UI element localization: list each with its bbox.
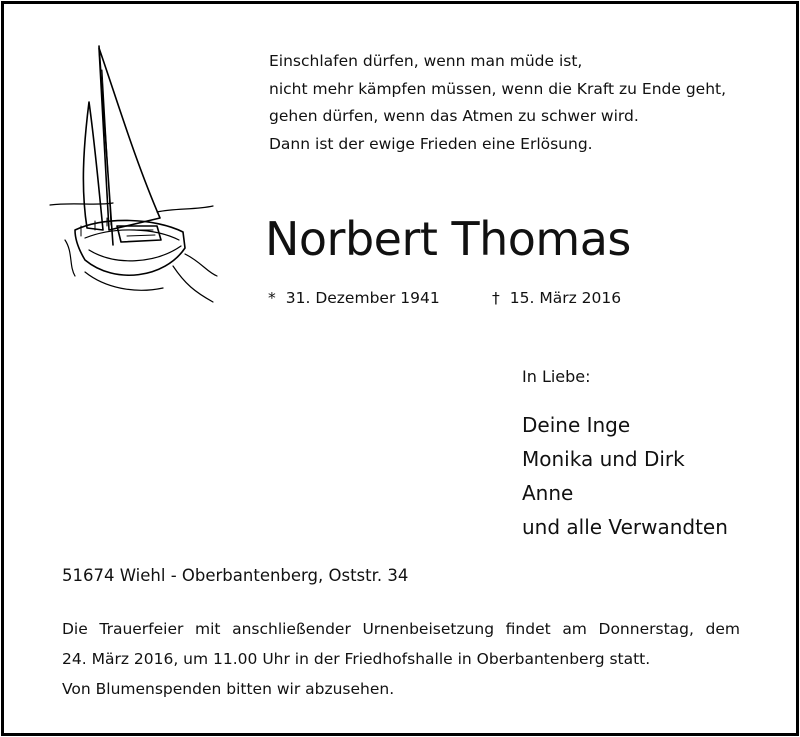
birth-date: 31. Dezember 1941 [285, 289, 440, 307]
poem-line: nicht mehr kämpfen müssen, wenn die Kraft zu Ende geht, [269, 79, 727, 98]
memorial-poem [269, 48, 726, 158]
death-date-line [492, 289, 621, 307]
mourners-list [522, 408, 728, 544]
family-address: 51674 Wiehl - Oberbantenberg, Oststr. 34 [62, 566, 409, 585]
deceased-name: Norbert Thomas [265, 212, 631, 266]
mourner-name: Deine Inge [522, 413, 631, 437]
birth-date-line [268, 289, 440, 307]
sailboat-icon [45, 40, 220, 310]
death-date: 15. März 2016 [509, 289, 622, 307]
poem-line: Einschlafen dürfen, wenn man müde ist, [269, 52, 583, 70]
birth-star-icon: * [268, 289, 276, 307]
notice-line: Die Trauerfeier mit anschließender Urnenbeisetzung findet am Donnerstag, dem [62, 620, 740, 638]
poem-line: Dann ist der ewige Frieden eine Erlösung. [269, 134, 593, 153]
funeral-notice [62, 614, 740, 704]
mourner-name: Monika und Dirk [522, 447, 685, 471]
mourner-name: und alle Verwandten [522, 515, 728, 539]
death-cross-icon: † [492, 289, 500, 307]
notice-line: Von Blumenspenden bitten wir abzusehen. [62, 680, 395, 698]
notice-line: 24. März 2016, um 11.00 Uhr in der Friedhofshalle in Oberbantenberg statt. [62, 650, 651, 668]
mourner-name: Anne [522, 481, 574, 505]
mourners-label: In Liebe: [522, 367, 591, 386]
poem-line: gehen dürfen, wenn das Atmen zu schwer wird. [269, 107, 639, 125]
